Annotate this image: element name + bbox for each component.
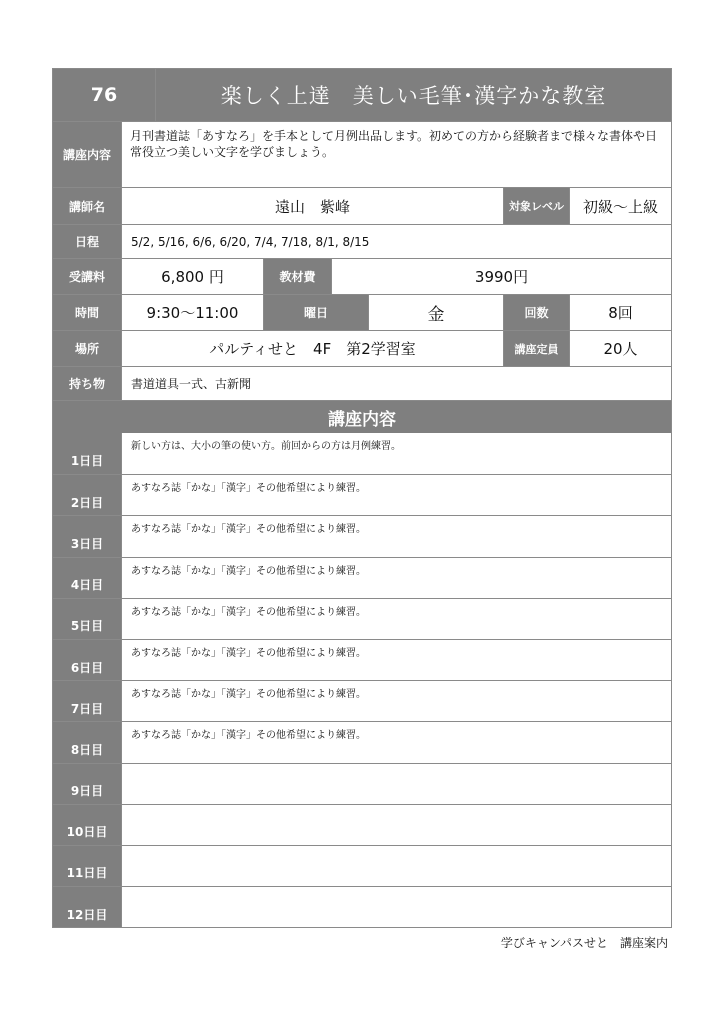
day-content [121, 764, 671, 804]
instructor-row [53, 187, 671, 224]
description-cell [121, 122, 671, 187]
footer-text: 学びキャンパスせと 講座案内 [500, 936, 668, 950]
day-row [53, 721, 671, 762]
content-section-heading: 講座内容 [53, 401, 671, 433]
materials-fee-value: 3990円 [331, 259, 671, 294]
day-label: 4日目 [53, 558, 121, 598]
fee-row [53, 258, 671, 294]
belongings-value: 書道道具一式、古新聞 [121, 367, 671, 400]
day-label: 7日目 [53, 681, 121, 721]
day-row [53, 680, 671, 721]
day-content: あすなろ誌「かな」「漢字」その他希望により練習。 [121, 640, 671, 680]
capacity-label: 講座定員 [503, 331, 569, 366]
day-row [53, 474, 671, 515]
day-row [53, 845, 671, 886]
day-content: あすなろ誌「かな」「漢字」その他希望により練習。 [121, 722, 671, 762]
day-row [53, 433, 671, 474]
day-label: 6日目 [53, 640, 121, 680]
day-label: 10日目 [53, 805, 121, 845]
time-row [53, 294, 671, 330]
time-label: 時間 [53, 295, 121, 330]
level-label: 対象レベル [503, 188, 569, 224]
day-content: あすなろ誌「かな」「漢字」その他希望により練習。 [121, 475, 671, 515]
day-list [53, 433, 671, 927]
day-label: 11日目 [53, 846, 121, 886]
day-row [53, 515, 671, 556]
schedule-value: 5/2, 5/16, 6/6, 6/20, 7/4, 7/18, 8/1, 8/15 [121, 225, 671, 258]
capacity-value: 20人 [569, 331, 671, 366]
time-value: 9:30～11:00 [121, 295, 263, 330]
day-content: あすなろ誌「かな」「漢字」その他希望により練習。 [121, 558, 671, 598]
day-row [53, 598, 671, 639]
level-value: 初級～上級 [569, 188, 671, 224]
schedule-label: 日程 [53, 225, 121, 258]
belongings-label: 持ち物 [53, 367, 121, 400]
course-sheet [52, 68, 672, 928]
day-label: 5日目 [53, 599, 121, 639]
weekday-label: 曜日 [263, 295, 368, 330]
description-label: 講座内容 [53, 122, 121, 187]
weekday-value: 金 [368, 295, 503, 330]
content-section-row [53, 400, 671, 433]
day-label: 1日目 [53, 433, 121, 474]
day-row [53, 557, 671, 598]
materials-fee-label: 教材費 [263, 259, 331, 294]
fee-value: 6,800 円 [121, 259, 263, 294]
location-row [53, 330, 671, 366]
day-content: あすなろ誌「かな」「漢字」その他希望により練習。 [121, 681, 671, 721]
header-row [53, 69, 671, 121]
day-content [121, 805, 671, 845]
instructor-value: 遠山 紫峰 [121, 188, 503, 224]
sessions-value: 8回 [569, 295, 671, 330]
day-label: 12日目 [53, 887, 121, 927]
day-label: 2日目 [53, 475, 121, 515]
instructor-label: 講師名 [53, 188, 121, 224]
day-content: 新しい方は、大小の筆の使い方。前回からの方は月例練習。 [121, 433, 671, 474]
day-content [121, 846, 671, 886]
description-row [53, 121, 671, 187]
location-value: パルティせと 4F 第2学習室 [121, 331, 503, 366]
description-text: 月刊書道誌「あすなろ」を手本として月例出品します。初めての方から経験者まで様々な書体や日常役立つ美しい文字を学びましょう。 [130, 129, 658, 159]
day-row [53, 763, 671, 804]
day-label: 8日目 [53, 722, 121, 762]
day-label: 9日目 [53, 764, 121, 804]
location-label: 場所 [53, 331, 121, 366]
day-label: 3日目 [53, 516, 121, 556]
day-row [53, 639, 671, 680]
course-title: 楽しく上達 美しい毛筆･漢字かな教室 [155, 69, 671, 121]
sessions-label: 回数 [503, 295, 569, 330]
day-row [53, 804, 671, 845]
day-content: あすなろ誌「かな」「漢字」その他希望により練習。 [121, 599, 671, 639]
fee-label: 受講料 [53, 259, 121, 294]
course-number: 76 [53, 69, 155, 121]
schedule-row [53, 224, 671, 258]
belongings-row [53, 366, 671, 400]
day-content [121, 887, 671, 927]
day-content: あすなろ誌「かな」「漢字」その他希望により練習。 [121, 516, 671, 556]
day-row [53, 886, 671, 927]
